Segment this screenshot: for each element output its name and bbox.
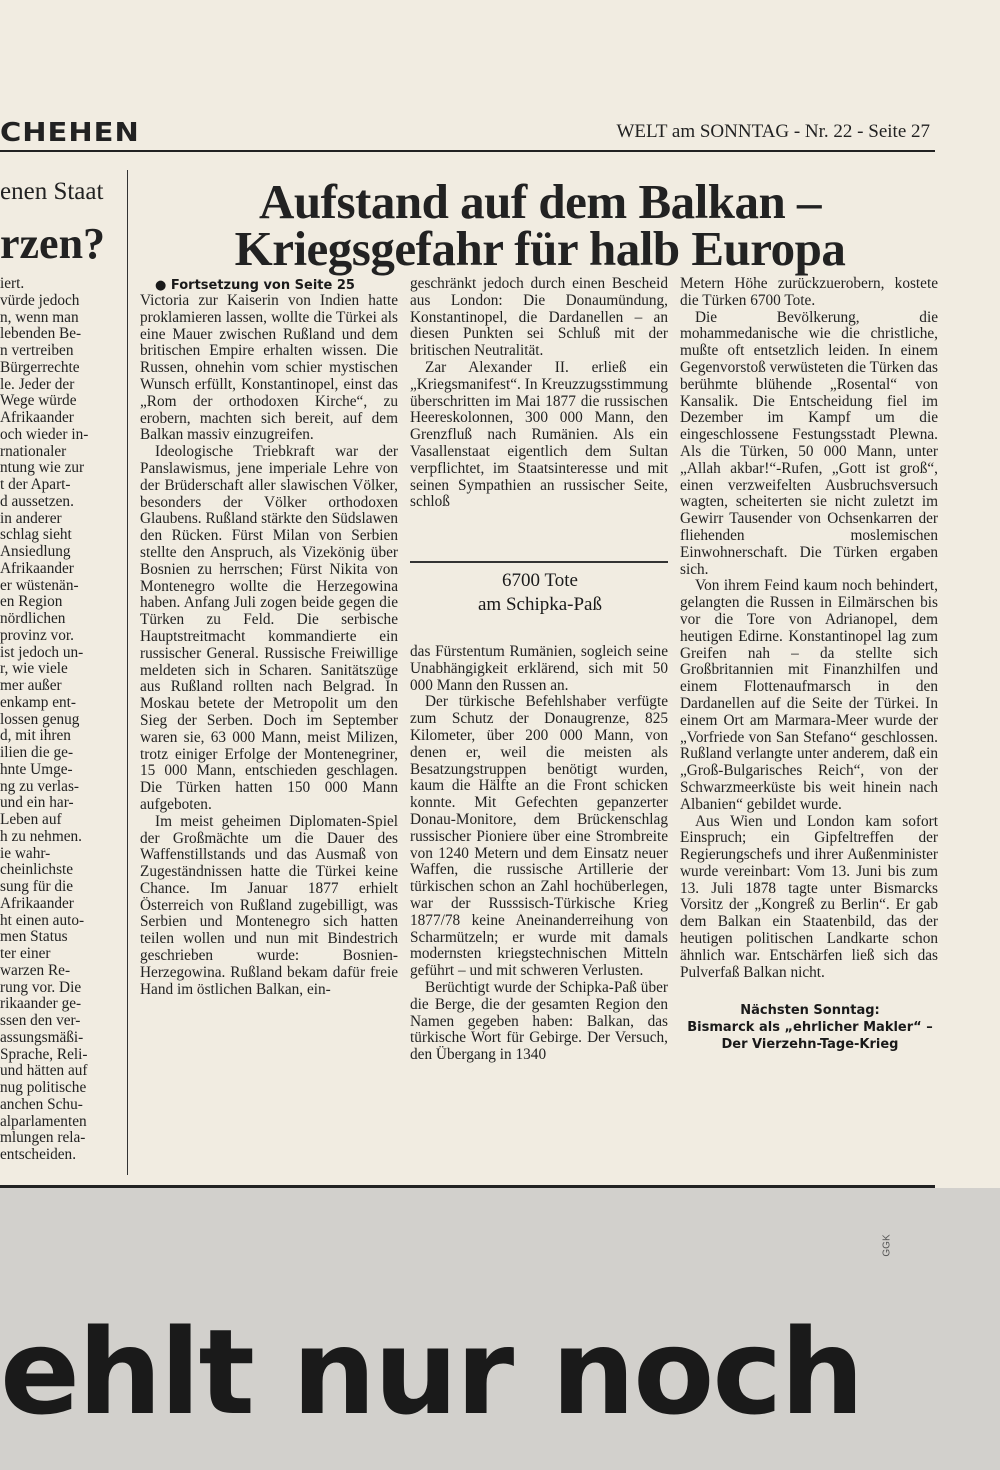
text-line: n, wenn man	[0, 308, 79, 326]
paragraph: Im meist geheimen Diplomaten-Spiel der Großmächte um die Dauer des Waffenstillstands und das Ausmaß von Zugeständnissen hatte die Türkei keine Chance. Im Januar 1877 erhielt Österreich von Rußland zugebilligt, was Serbien und Montenegro sich hatten teilen wollen und nun mit Bindestrich geschrieben wurde: Bosnien-Herzegowina. Rußland bekam dafür freie Hand im östlichen Balkan, ein-	[140, 812, 398, 998]
paragraph: Victoria zur Kaiserin von Indien hatte proklamieren lassen, wollte die Türkei als eine Mauer zwischen Rußland und dem britischen Empire erhalten wissen. Die Russen, ohnehin vom schier mystischen Wunsch erfüllt, Konstantinopel, einst das „Rom der orthodoxen Kirche“, zu erobern, machten sich bereit, auf dem Balkan massiv einzugreifen.	[140, 293, 398, 444]
text-line: ntung wie zur	[0, 459, 85, 477]
text-line: ter einer	[0, 945, 51, 962]
next-sunday-label: Nächsten Sonntag:	[740, 1003, 880, 1018]
article-column-1	[140, 293, 398, 1178]
text-line: t der Apart-	[0, 476, 71, 493]
text-line: r, wie viele	[0, 660, 68, 678]
subheadline-1: 6700 Tote	[502, 570, 578, 591]
paragraph: das Fürstentum Rumänien, sogleich seine Unabhängigkeit erklärend, sich mit 50 000 Mann den Russen an.	[410, 644, 668, 694]
article-headline-1: Aufstand auf dem Balkan –	[258, 174, 822, 229]
paragraph: Berüchtigt wurde der Schipka-Paß über die Berge, die der gesamten Region den Namen gegeben haben: Balkan, das türkische Wort für Gebirge. Der Versuch, den Übergang in 1340	[410, 978, 668, 1064]
paragraph: Zar Alexander II. erließ ein „Kriegsmanifest“. In Kreuzzugsstimmung überschritten im Mai 1877 die russischen Heereskolonnen, 300 000 Mann, den Grenzfluß nach Rumänien. Als ein Vasallenstaat eigentlich dem Sultan verpflichtet, im Staatsinteresse und mit seinen Sympathien an russischer Seite, schloß	[410, 358, 668, 511]
text-line: ng zu verlas-	[0, 777, 80, 795]
text-line: entscheiden.	[0, 1146, 77, 1163]
text-line: er wüstenän-	[0, 576, 79, 594]
article-column-3	[680, 276, 938, 996]
article-headline-2: Kriegsgefahr für halb Europa	[234, 221, 846, 276]
text-line: Afrikaander	[0, 409, 74, 426]
text-line: in anderer	[0, 509, 62, 527]
text-line: rnationaler	[0, 442, 67, 460]
advertisement-text: ehlt nur noch	[0, 1303, 863, 1441]
paragraph: Von ihrem Feind kaum noch behindert, gelangten die Russen in Eilmärschen bis vor die Tore von Adrianopel, dem heutigen Edirne. Konstantinopel lag zum Greifen nah – da stellte sich Großbritannien mit Finanzhilfen und einem Flottenaufmarsch in den Dardanellen auf die Seite der Türkei. In einem Ort am Marmara-Meer wurde der „Vorfriede von San Stefano“ geschlossen. Rußland verlangte unter anderem, daß ein „Groß-Bulgarisches Reich“, von der Schwarzmeerküste bis weit hinein nach Albanien“ gebildet wurde.	[680, 577, 938, 813]
text-line: Bürgerrechte	[0, 358, 80, 376]
text-line: ist jedoch un-	[0, 643, 84, 661]
left-article-column	[0, 276, 118, 1164]
top-rule	[0, 150, 935, 152]
text-line: Ansiedlung	[0, 543, 71, 560]
text-line: assungsmäßi-	[0, 1028, 84, 1046]
text-line: ssen den ver-	[0, 1012, 81, 1029]
continuation-note: ● Fortsetzung von Seite 25	[155, 278, 355, 293]
article-column-2-top	[410, 276, 668, 548]
text-line: warzen Re-	[0, 961, 71, 979]
text-line: mlungen rela-	[0, 1129, 86, 1147]
section-title: CHEHEN	[0, 116, 140, 148]
text-line: cheinlichste	[0, 861, 74, 879]
subheadline-2: am Schipka-Paß	[477, 594, 602, 615]
text-line: alparlamenten	[0, 1112, 87, 1130]
text-line: le. Jeder der	[0, 375, 75, 393]
text-line: n vertreiben	[0, 342, 74, 359]
text-line: d, mit ihren	[0, 727, 71, 745]
next-sunday-topic: Bismarck als „ehrlicher Makler“ – Der Vierzehn-Tage-Krieg	[687, 1020, 933, 1052]
text-line: provinz vor.	[0, 626, 74, 644]
text-line: lossen genug	[0, 710, 80, 728]
left-article-headline-2: rzen?	[0, 219, 106, 268]
text-line: d aussetzen.	[0, 492, 74, 510]
text-line: mer außer	[0, 677, 62, 694]
paragraph: Aus Wien und London kam sofort Einspruch; ein Gipfeltreffen der Regierungschefs und ihrer Außenminister wurde vereinbart: Vom 13. Juni bis zum 13. Juli 1878 tagte unter Bismarcks Vorsitz der „Kongreß zu Berlin“. Er gab dem Balkan ein Staatenbild, das der heutigen politischen Landkarte schon ähnlich war. Entschärfen ließ sich das Pulverfaß Balkan nicht.	[680, 812, 938, 981]
subhead-rule	[410, 561, 668, 563]
paragraph: Metern Höhe zurückzuerobern, kostete die Türken 6700 Tote.	[680, 276, 938, 309]
text-line: enkamp ent-	[0, 693, 77, 711]
text-line: hnte Umge-	[0, 760, 73, 778]
text-line: Sprache, Reli-	[0, 1045, 88, 1063]
text-line: Afrikaander	[0, 559, 74, 577]
text-line: anchen Schu-	[0, 1095, 83, 1113]
text-line: ie wahr-	[0, 844, 51, 862]
left-article-headline-1: enen Staat	[0, 178, 104, 205]
text-line: rikaander ge-	[0, 995, 82, 1013]
text-line: ht einen auto-	[0, 911, 85, 929]
text-line: Wege würde	[0, 392, 77, 410]
text-line: h zu nehmen.	[0, 827, 82, 845]
paragraph: Der türkische Befehlshaber verfügte zum Schutz der Donaugrenze, 825 Kilometer, über 200 000 Mann, von denen er, weil die meisten als Besatzungstruppen benötigt wurden, kaum die Hälfte an die Front schicken konnte. Mit Gefechten gepanzerter Donau-Monitore, dem Brückenschlag russischer Pioniere über eine Strombreite von 1240 Metern und dem Einsatz neuer Waffen, die russische Artillerie der türkischen schon an Zahl hochüberlegen, war der Russsisch-Türkische Krieg 1877/78 keine Aneinanderreihung von Scharmützeln; er wurde mit damals modernsten kriegstechnischen Mitteln geführt – und mit schweren Verlusten.	[410, 693, 668, 980]
ad-agency-credit: GGK	[881, 1234, 893, 1257]
next-sunday-teaser	[680, 1002, 940, 1053]
text-line: Leben auf	[0, 811, 62, 828]
text-line: sung für die	[0, 878, 74, 895]
text-line: en Region	[0, 593, 63, 611]
masthead: WELT am SONNTAG - Nr. 22 - Seite 27	[616, 121, 930, 142]
text-line: nug politische	[0, 1079, 87, 1096]
text-line: Afrikaander	[0, 894, 74, 912]
text-line: und ein har-	[0, 794, 74, 812]
paragraph: Ideologische Triebkraft war der Panslawismus, jene imperiale Lehre von der Brüderschaft aller slawischen Völker, besonders der Völker orthodoxen Glaubens. Rußland stärkte den Südslawen den Rücken. Fürst Milan von Serbien stellte den Anspruch, als Vizekönig über Bosnien zu herrschen; Fürst Nikita von Montenegro wollte die Herzegowina haben. Anfang Juli zogen beide gegen die Türken zu Feld. Die serbische Hauptstreitmacht kommandierte ein russischer General. Russische Freiwillige meldeten sich in Scharen. Sanitätszüge aus Rußland rollten nach Belgrad. In Moskau betete der Metropolit um den Sieg der Serben. Doch im September waren sie, 63 000 Mann, meist Milizen, trotz einiger Erfolge der Montenegriner, 15 000 Mann, entschieden geschlagen. Die Türken hatten 150 000 Mann aufgeboten.	[140, 443, 398, 813]
text-line: rung vor. Die	[0, 978, 82, 996]
text-line: vürde jedoch	[0, 291, 80, 309]
text-line: men Status	[0, 928, 68, 946]
text-line: lebenden Be-	[0, 325, 82, 343]
article-column-2-bottom	[410, 644, 668, 1178]
text-line: iert.	[0, 276, 25, 292]
text-line: und hätten auf	[0, 1062, 88, 1080]
text-line: och wieder in-	[0, 425, 89, 443]
text-line: schlag sieht	[0, 526, 72, 544]
column-divider	[127, 170, 128, 1175]
text-line: nördlichen	[0, 610, 66, 627]
paragraph: geschränkt jedoch durch einen Bescheid aus London: Die Donaumündung, Konstantinopel, die Dardanellen – an diesen Punkten sei Schluß mit der britischen Neutralität.	[410, 276, 668, 360]
text-line: ilien die ge-	[0, 744, 74, 761]
paragraph: Die Bevölkerung, die mohammedanische wie die christliche, mußte oft entsetzlich leiden. In einem Gegenvorstoß verwüsteten die Türken das berühmte blühende „Rosental“ von Kansalik. Die Entscheidung fiel im Dezember im Kampf um die eingeschlossene Festungsstadt Plewna. Als die Türken, 50 000 Mann, unter „Allah akbar!“-Rufen, „Gott ist groß“, einen verzweifelten Ausbruchsversuch wagten, scheiterten sie nicht zuletzt im Gewirr Tausender von Ochsenkarren der fliehenden moslemischen Einwohnerschaft. Die Türken ergaben sich.	[680, 308, 938, 578]
